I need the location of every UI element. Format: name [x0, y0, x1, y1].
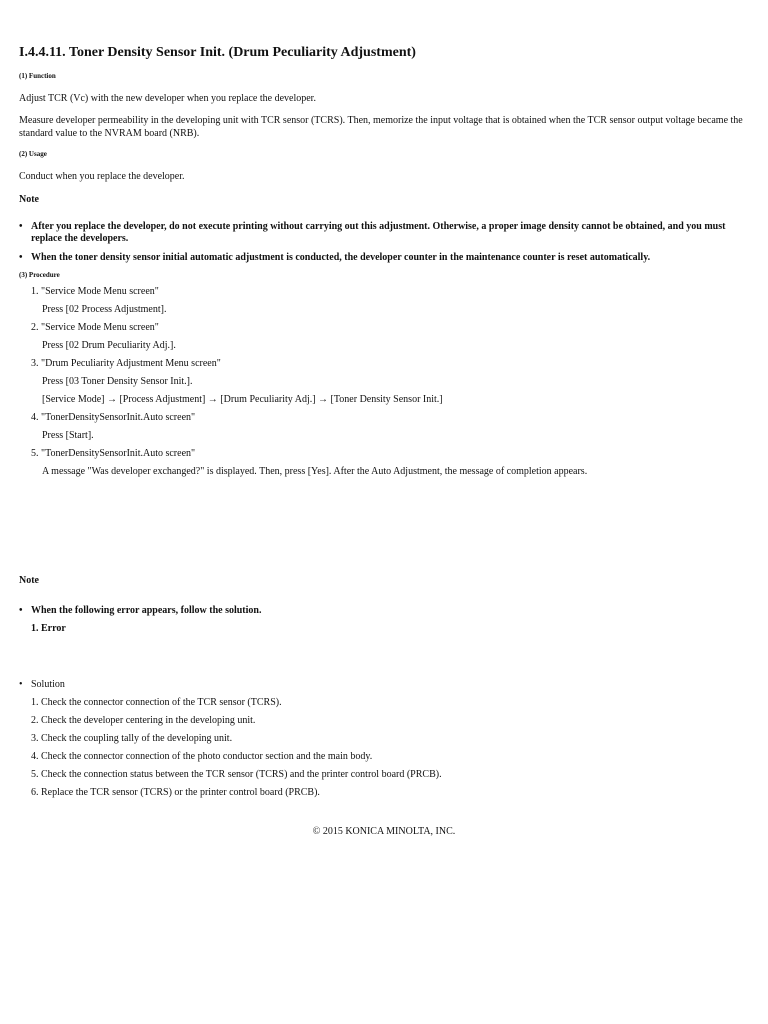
step-number: 4. [31, 412, 39, 423]
procedure-step [19, 409, 749, 445]
solution-item: 3. Check the coupling tally of the developing unit. [31, 733, 233, 744]
procedure-step [19, 445, 749, 481]
copyright-footer: © 2015 KONICA MINOLTA, INC. [312, 826, 456, 837]
step-instruction: Press [Start]. [42, 430, 94, 441]
step-screen: "Service Mode Menu screen" [41, 322, 159, 333]
bullet-icon: • [19, 221, 23, 232]
note-heading: Note [19, 194, 39, 205]
solution-item: 6. Replace the TCR sensor (TCRS) or the printer control board (PRCB). [31, 787, 320, 798]
note-2-bullet-list [19, 602, 749, 620]
solution-item: 2. Check the developer centering in the developing unit. [31, 715, 256, 726]
step-screen: "TonerDensitySensorInit.Auto screen" [41, 412, 196, 423]
solution-item: 5. Check the connection status between the TCR sensor (TCRS) and the printer control board (PRCB). [31, 769, 442, 780]
note-bullet-text: After you replace the developer, do not execute printing without carrying out this adjustment. Otherwise, a proper image density cannot be obtained, and you must replace the developers. [31, 221, 726, 244]
step-number: 1. [31, 286, 39, 297]
step-instruction: Press [03 Toner Density Sensor Init.]. [42, 376, 193, 387]
solution-list [19, 694, 749, 802]
bullet-icon: • [19, 679, 23, 690]
step-number: 5. [31, 448, 39, 459]
blank-space [19, 481, 749, 574]
document-body [19, 44, 749, 802]
step-number: 3. [31, 358, 39, 369]
list-item [19, 221, 749, 245]
list-item [19, 602, 749, 620]
step-screen: "Drum Peculiarity Adjustment Menu screen" [41, 358, 221, 369]
solution-label: Solution [31, 679, 65, 690]
step-instruction: Press [02 Process Adjustment]. [42, 304, 167, 315]
procedure-heading: (3) Procedure [19, 271, 60, 279]
note-heading-2: Note [19, 575, 39, 586]
error-label: 1. Error [31, 623, 66, 634]
procedure-step [19, 283, 749, 319]
step-number: 2. [31, 322, 39, 333]
bullet-icon: • [19, 605, 23, 616]
function-heading: (1) Function [19, 72, 56, 80]
procedure-step [19, 355, 749, 409]
page-title: I.4.4.11. Toner Density Sensor Init. (Drum Peculiarity Adjustment) [19, 45, 416, 60]
function-paragraph-1: Adjust TCR (Vc) with the new developer when you replace the developer. [19, 93, 316, 104]
note-bullet-text: When the toner density sensor initial automatic adjustment is conducted, the developer counter in the maintenance counter is reset automatically. [31, 252, 651, 263]
solution-item: 1. Check the connector connection of the TCR sensor (TCRS). [31, 697, 282, 708]
usage-heading: (2) Usage [19, 150, 47, 158]
solution-bullet [19, 676, 749, 694]
blank-space [19, 638, 749, 676]
note-2-bullet-text: When the following error appears, follow the solution. [31, 605, 262, 616]
note-bullet-list [19, 221, 749, 264]
step-instruction: A message "Was developer exchanged?" is displayed. Then, press [Yes]. After the Auto Adjustment, the message of completion appears. [42, 466, 588, 477]
step-instruction: Press [02 Drum Peculiarity Adj.]. [42, 340, 176, 351]
list-item [19, 676, 749, 694]
list-item [19, 252, 749, 264]
usage-paragraph: Conduct when you replace the developer. [19, 171, 185, 182]
procedure-step [19, 319, 749, 355]
step-menu-path: [Service Mode] → [Process Adjustment] → [Drum Peculiarity Adj.] → [Toner Density Sensor Init.] [42, 394, 443, 405]
function-paragraph-2: Measure developer permeability in the developing unit with TCR sensor (TCRS). Then, memorize the input voltage that is obtained when the TCR sensor output voltage became the standard value to the NVRAM board (NRB). [19, 115, 743, 139]
procedure-steps [19, 283, 749, 481]
bullet-icon: • [19, 252, 23, 263]
solution-item: 4. Check the connector connection of the photo conductor section and the main body. [31, 751, 373, 762]
step-screen: "Service Mode Menu screen" [41, 286, 159, 297]
step-screen: "TonerDensitySensorInit.Auto screen" [41, 448, 196, 459]
